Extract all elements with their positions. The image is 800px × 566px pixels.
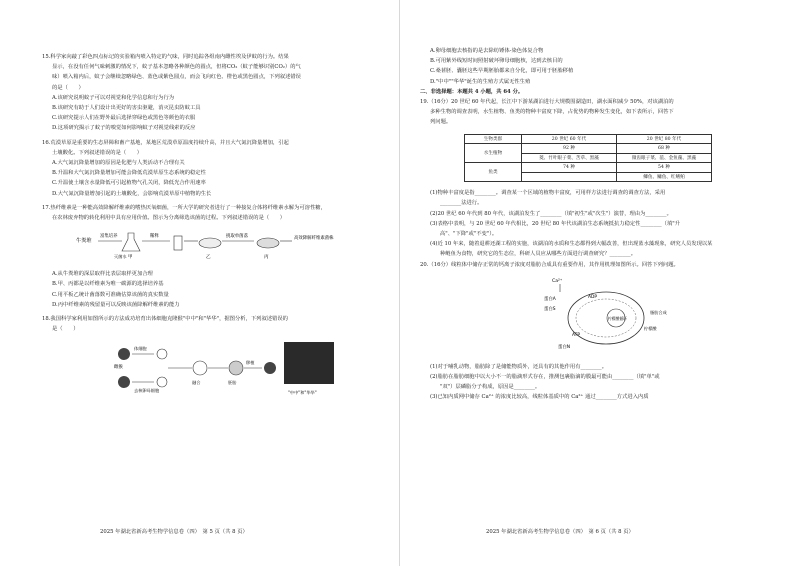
q19-part: (3)表格中表明，与 20 世纪 60 年代相比，20 世纪 80 年代该湖泊生态系统抵抗力稳定性________（填"升 [430,220,680,227]
page-footer: 2025 年湖北省新高考生物学信息卷（四） 第 6 页（共 8 页） [486,529,634,535]
q15-line: 味）喷入箱内后，蚊子会继续忽略绿色、蓝色或紫色圆点，而会飞向红色、橙色或黑色圆点，下列叙述错误 [52,74,301,81]
fig20-ca: Ca²⁺ [552,278,563,284]
q15-option-c: C.该研究提示人们在野外最后选择穿绿色或黑色等颜色的衣服 [52,115,196,122]
q17-option-b: B.甲、丙都是以纤维素为唯一碳源的选择培养基 [52,281,164,288]
q16-option-a: A.大气氮沉降量增加的原因是化肥与人类活动不合理有关 [52,160,185,167]
photo-image [284,342,334,384]
q15-line: 显示，在没有任何气味刺激的情况下，蚊子基本忽略各种颜色的圆点，但将CO₂（蚊子能够识别CO₂）的气 [52,64,301,71]
q19-part: (2)20 世纪 60 年代到 80 年代，该湖泊发生了________（填"初生"或"次生"）演替，理由为________。 [430,210,672,217]
table-cell: 54 种 [617,163,712,173]
question-19 [420,97,766,260]
table-cell: 68 种 [617,144,712,154]
q19-table [464,134,712,183]
table-row [465,163,712,173]
q20-part: (1)对于哺乳动物，脂肪除了是储能物质外，还具有的其他作用有________。 [430,363,608,370]
q20-part: (2)脂肪在脂肪细胞中以大小不一的脂滴形式存在，推测包裹脂滴的膜最可能由________（填"单"或 [430,373,660,380]
question-18-options [420,46,766,87]
q16-line: 土壤酸化。下列叙述错误的是（ ） [52,149,143,156]
section-heading: 二、非选择题：本题共 4 小题，共 64 分。 [420,88,524,95]
q17-option-a: A.从牛粪堆的深层取样比表层取样更加合理 [52,271,153,278]
fig20-adp: ADP [588,294,598,300]
monkey-icon [118,348,130,360]
q15-line: 15.科学家向敲了彩色四点标记的实验箱内喷入特定的气味，同时追踪各组南内雌性埃及伊蚊的行为。结果 [42,54,289,60]
page-6 [400,0,800,566]
dish-icon [199,238,221,248]
cell-icon [193,361,207,375]
q18-option-a: A.卵母细胞去核指的是去除纺锤体-染色体复合物 [430,48,544,54]
fig20-citrate: 柠檬酸 [644,325,657,331]
table-cell: 鲫鱼、鳙鱼、红鳍鲌 [617,172,712,182]
flask-icon [122,233,140,251]
table-cell: 菱、竹叶眼子菜、苦草、黑藻 [522,153,617,163]
q19-line: 19.（16分）20 世纪 60 年代起，长江中下游某湖泊进行大规模围湖造田，湖水面积减少 50%，对该湖泊的 [420,99,674,106]
table-cell [522,172,617,182]
q19-part: (4)近 10 年来，随着退耕还湖工程的实施，该湖泊的水质和生态都得到大幅改善，但出现蓝水藻现象，研究人员发现以某 [430,241,713,248]
q17-option-d: D.丙中纤维素的残留量可以反映该菌降解纤维素的能力 [52,301,180,308]
q18-option-c: C.桑葚胚、囊胚这些早期胚胎都来自分化，即可用于胚胎移植 [430,68,574,75]
table-row [465,144,712,154]
fig17-label-b: 乙 [206,255,211,261]
fig18-caption: "中中"和"华华" [288,390,317,396]
table-cell: 水生植物 [465,144,522,163]
q15-option-a: A.该研究说明蚊子可以对视觉和化学信息和行为行为 [52,94,175,101]
q18-option-b: B.可用紫外线短时间照射破坏卵母细胞核，达到去核目的 [430,58,563,65]
q20-part: "双"）层磷脂分子构成，原因是________。 [440,384,541,391]
monkey-icon [264,362,276,374]
embryo-icon [229,361,243,375]
table-cell: 鱼类 [465,163,522,182]
q18-option-d: D."中中""华华"诞生的生殖方式属无性生殖 [430,78,531,85]
fig18-step-e: 移植 [246,360,255,366]
table-cell: 92 种 [522,144,617,154]
fig17-label-a: 甲 [128,255,133,261]
q18-figure [42,338,386,404]
q16-option-b: B.升温和大气氮沉降量增加可能会降低荒漠草原生态系统的稳定性 [52,170,206,177]
table-header-cell: 20 世纪 60 年代 [522,134,617,144]
fig17-step2: 稀释 [150,234,159,240]
q17-line: 17.热纤维素是一种能高效降解纤维素的嗜热厌氧细菌，一所大学的研究者进行了一种接复合体将纤维素水解为可溶性糖， [42,204,326,211]
q20-figure [420,274,766,358]
q19-part: 种鲢鱼为食物，研究它的生态位，科研人员应从哪些方面进行调查研究？________。 [440,251,636,258]
fig17-source: 牛粪堆 [76,238,92,245]
q19-part: 高"、"下降"或"不变"）。 [440,230,498,237]
fig20-protein-a: 蛋白A [544,296,556,302]
fig20-protein-n: 蛋白N [558,344,571,350]
q17-option-c: C.用平板乙统计菌落数可准确估算该菌的真实数量 [52,291,169,298]
q16-line: 16.荒漠草原是重要的生态屏障和畜产基地，某地区荒漠草原温度持续升高，并且大气氮沉降量增加，引起 [42,139,289,146]
dish-icon [257,238,279,248]
fig20-protein-s: 蛋白S [544,306,556,312]
table-cell: 74 种 [522,163,617,173]
question-16 [42,138,386,199]
fig17-final: 高效降解纤维素菌株 [294,236,334,242]
q19-line: 多种生物的调查表明，水生植物、鱼类的物种丰富度下降，占优势的物种发生变化，如下表所示，回答下 [430,109,674,116]
q20-part: (3)已知内质网中储存 Ca²⁺ 的浓度比较高，线粒体基质中的 Ca²⁺ 通过________方式进入内质 [430,394,649,401]
fig18-step-c: 融合 [192,380,201,386]
fig18-step-d: 胚胎 [228,380,237,386]
cell-icon [157,377,167,387]
q19-part: (1)物种丰富度是指________。调查某一个区域的植物丰富度，可用样方法进行调查的调查方法，采用 [430,190,666,197]
fig18-step-b: 去核卵母细胞 [134,388,160,394]
fig17-sub: 灭菌水 [114,254,127,260]
q18-line: 是（ ） [52,326,79,333]
q17-line: 在农林废弃物的转化利用中具有应用价值。图示为分离筛选该菌的过程。下列叙述错误的是（ ） [52,215,286,222]
fig20-atp: ATP [572,332,580,338]
fig17-flask-label: 富集培养 [100,234,118,240]
fig17-step3: 挑取单菌落 [226,234,248,240]
q20-line: 20.（16分）线粒体中储存正常的钙离子浓度对脂肪合成具有重要作用，其作用机理如图所示。回答下列问题。 [420,261,679,268]
q17-figure [42,227,386,265]
cell-icon [157,349,167,359]
question-17 [42,203,386,310]
table-header-cell: 20 世纪 80 年代 [617,134,712,144]
fig18-step-a: 体细胞 [134,346,147,352]
q15-option-d: D.这项研究揭示了蚊子的嗅觉如何影响蚊子对视觉线索的反应 [52,125,196,132]
question-20 [420,260,766,403]
monkey-icon [118,376,130,388]
fig20-synth: 脂肪合成 [650,309,667,315]
fig18-monkey: 雌猴 [114,365,123,371]
table-header-row [465,134,712,144]
q19-part: ________法进行。 [440,200,483,207]
q16-option-d: D.大气氮沉降量增加引起的土壤酸化，会影响荒漠草原中植物的生长 [52,190,212,197]
q16-option-c: C.升温使土壤含水量降低可引起植物气孔关闭，降低光合作用速率 [52,180,206,187]
table-header-cell: 生物类群 [465,134,522,144]
tube-icon [174,236,182,250]
fig17-label-c: 丙 [264,255,269,261]
question-15 [42,52,386,134]
fig20-cycle: 柠檬酸循环 [608,315,627,321]
page-footer: 2025 年湖北省新高考生物学信息卷（四） 第 5 页（共 8 页） [100,529,248,535]
question-18 [42,314,386,404]
table-cell: 微齿眼子菜、菹、金鱼藻、黑藻 [617,153,712,163]
q15-option-b: B.该研究有助于人们设计出更好的害虫驱避，消灭昆虫防蚊工具 [52,105,201,112]
q15-line: 的是（ ） [52,84,84,91]
q18-line: 18.我国科学家利用如图所示的方法成功培育出体细胞克隆猴"中中"和"华华"，据图分析，下列叙述错误的 [42,316,288,323]
q19-line: 列问题。 [430,119,452,126]
